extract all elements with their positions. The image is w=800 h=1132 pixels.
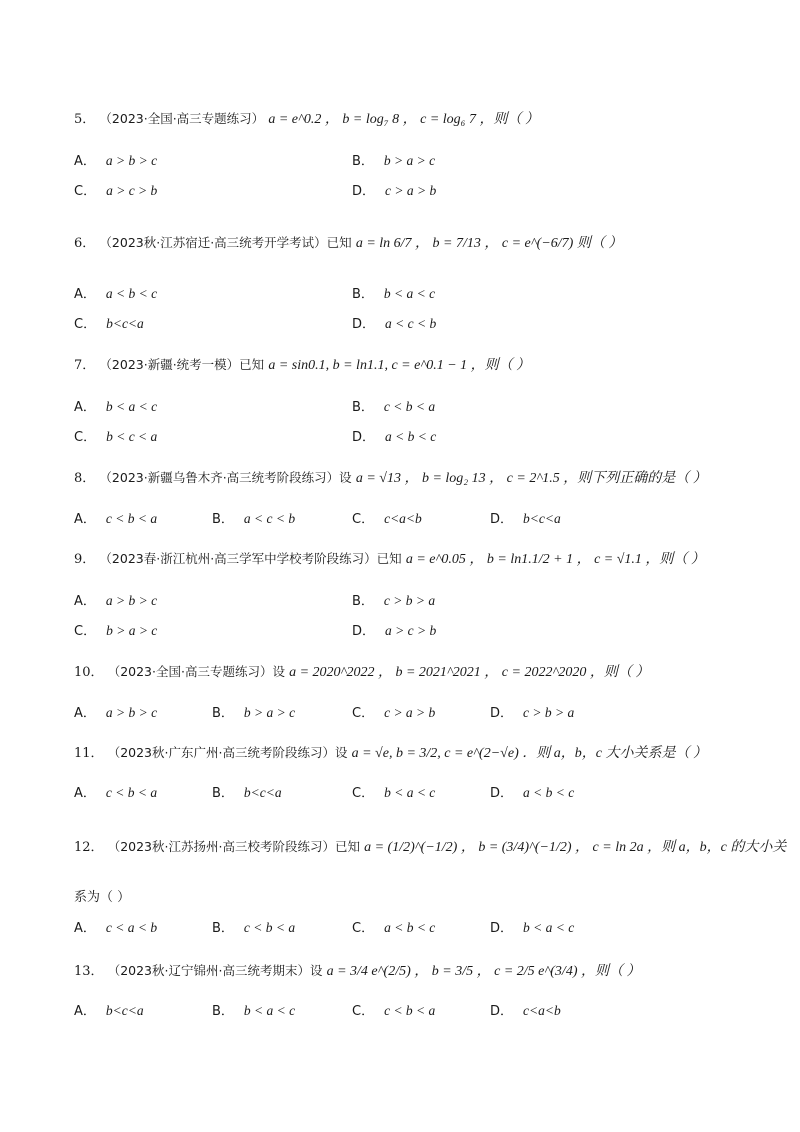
question-stem: a = 3/4 e^(2/5) ， b = 3/5 ， c = 2/5 e^(3/4) ，则（ ） xyxy=(326,964,641,979)
question-number: 10． xyxy=(74,665,104,680)
option-letter: C． xyxy=(74,624,97,639)
question-stem: a = sin0.1, b = ln1.1, c = e^0.1 − 1 ，则（ ） xyxy=(268,358,531,373)
option-letter: A． xyxy=(74,786,96,801)
option-d[interactable] xyxy=(352,313,436,332)
question-stem: a = √e, b = 3/2, c = e^(2−√e) ．则 a，b，c 大小关系是（ ） xyxy=(351,746,707,761)
question-8 xyxy=(74,467,707,487)
option-letter: B． xyxy=(352,154,374,169)
option-expr: b < a < c xyxy=(383,286,436,301)
question-13 xyxy=(74,960,641,980)
option-expr: b<c<a xyxy=(105,1003,144,1018)
option-expr: a > c > b xyxy=(385,623,437,638)
question-stem: a = √13 ， b = log₂ 13 ， c = 2^1.5 ，则下列正确的是（ ） xyxy=(355,471,707,486)
option-b[interactable] xyxy=(212,508,295,527)
question-source: （2023秋·辽宁锦州·高三统考期末）设 xyxy=(107,963,323,978)
option-a[interactable] xyxy=(74,396,157,415)
question-9 xyxy=(74,548,705,568)
option-b[interactable] xyxy=(212,917,295,936)
option-b[interactable] xyxy=(352,283,435,302)
option-letter: C． xyxy=(352,921,375,936)
option-c[interactable] xyxy=(74,620,157,639)
option-expr: c < b < a xyxy=(105,511,158,526)
option-expr: c < a < b xyxy=(105,920,158,935)
question-source: （2023春·浙江杭州·高三学军中学校考阶段练习）已知 xyxy=(99,551,402,566)
option-c[interactable] xyxy=(352,702,435,721)
option-expr: b<c<a xyxy=(523,511,561,526)
question-stem: a = (1/2)^(−1/2) ， b = (3/4)^(−1/2) ， c = ln 2a ，则 a，b，c 的大小关 xyxy=(364,840,787,855)
option-a[interactable] xyxy=(74,508,157,527)
option-a[interactable] xyxy=(74,150,157,169)
option-letter: A． xyxy=(74,1004,96,1019)
option-expr: c < b < a xyxy=(383,399,436,414)
option-letter: D． xyxy=(352,430,376,445)
question-number: 13． xyxy=(74,964,104,979)
option-expr: b<c<a xyxy=(106,316,144,331)
option-letter: D． xyxy=(352,317,376,332)
option-expr: c < b < a xyxy=(243,920,296,935)
option-letter: A． xyxy=(74,512,96,527)
option-letter: A． xyxy=(74,400,96,415)
option-b[interactable] xyxy=(212,782,282,801)
question-6 xyxy=(74,232,622,252)
option-expr: a < b < c xyxy=(384,920,436,935)
option-expr: b < a < c xyxy=(523,920,575,935)
option-letter: D． xyxy=(490,706,514,721)
option-expr: a > c > b xyxy=(106,183,158,198)
option-d[interactable] xyxy=(490,1000,561,1019)
option-letter: D． xyxy=(352,624,376,639)
option-letter: C． xyxy=(74,184,97,199)
option-c[interactable] xyxy=(352,917,435,936)
option-expr: c < b < a xyxy=(384,1003,436,1018)
option-expr: b > a > c xyxy=(106,623,158,638)
option-c[interactable] xyxy=(352,782,435,801)
option-b[interactable] xyxy=(212,702,295,721)
question-12-continued xyxy=(74,886,130,905)
option-letter: D． xyxy=(490,1004,514,1019)
option-expr: c < b < a xyxy=(105,785,158,800)
question-number: 11． xyxy=(74,746,104,761)
option-expr: a > b > c xyxy=(105,705,158,720)
question-stem: a = e^0.05 ， b = ln1.1/2 + 1 ， c = √1.1 ，则（ ） xyxy=(405,552,705,567)
question-10 xyxy=(74,661,649,681)
option-letter: A． xyxy=(74,706,96,721)
question-source: （2023·全国·高三专题练习）设 xyxy=(107,664,285,679)
option-b[interactable] xyxy=(352,590,435,609)
option-letter: C． xyxy=(352,1004,375,1019)
option-d[interactable] xyxy=(352,180,436,199)
question-number: 5． xyxy=(74,112,96,127)
option-expr: b > a > c xyxy=(383,153,436,168)
option-letter: C． xyxy=(74,317,97,332)
option-letter: B． xyxy=(212,706,234,721)
option-letter: B． xyxy=(352,400,374,415)
question-source: （2023·全国·高三专题练习） xyxy=(99,111,265,126)
option-d[interactable] xyxy=(490,702,574,721)
option-a[interactable] xyxy=(74,782,157,801)
option-d[interactable] xyxy=(490,917,574,936)
option-a[interactable] xyxy=(74,702,157,721)
option-expr: c > b > a xyxy=(383,593,436,608)
option-a[interactable] xyxy=(74,1000,144,1019)
option-d[interactable] xyxy=(352,620,436,639)
question-number: 9． xyxy=(74,552,96,567)
question-stem: a = e^0.2 ， b = log₇ 8 ， c = log₆ 7 ，则（ ） xyxy=(268,112,540,127)
option-a[interactable] xyxy=(74,590,157,609)
option-expr: a > b > c xyxy=(105,593,158,608)
option-letter: B． xyxy=(212,921,234,936)
question-number: 6． xyxy=(74,236,96,251)
option-letter: D． xyxy=(352,184,376,199)
option-letter: B． xyxy=(212,1004,234,1019)
option-expr: b < c < a xyxy=(106,429,158,444)
option-expr: c<a<b xyxy=(384,511,422,526)
option-c[interactable] xyxy=(352,1000,435,1019)
option-letter: C． xyxy=(352,706,375,721)
option-expr: a < b < c xyxy=(385,429,437,444)
option-a[interactable] xyxy=(74,917,157,936)
question-source: （2023秋·江苏宿迁·高三统考开学考试）已知 xyxy=(99,235,352,250)
option-d[interactable] xyxy=(352,426,436,445)
question-source: （2023·新疆乌鲁木齐·高三统考阶段练习）设 xyxy=(99,470,352,485)
option-expr: a < b < c xyxy=(523,785,575,800)
option-letter: C． xyxy=(74,430,97,445)
option-expr: c<a<b xyxy=(523,1003,561,1018)
question-stem: a = 2020^2022 ， b = 2021^2021 ， c = 2022^2020 ，则（ ） xyxy=(289,665,650,680)
option-c[interactable] xyxy=(352,508,422,527)
question-number: 7． xyxy=(74,358,96,373)
option-letter: A． xyxy=(74,594,96,609)
option-expr: c > b > a xyxy=(523,705,575,720)
option-d[interactable] xyxy=(490,782,574,801)
option-c[interactable] xyxy=(74,180,157,199)
option-d[interactable] xyxy=(490,508,561,527)
option-letter: A． xyxy=(74,287,96,302)
option-letter: B． xyxy=(352,287,374,302)
option-b[interactable] xyxy=(212,1000,295,1019)
question-number: 8． xyxy=(74,471,96,486)
option-expr: a < c < b xyxy=(385,316,437,331)
question-source: （2023·新疆·统考一模）已知 xyxy=(99,357,265,372)
option-expr: c > a > b xyxy=(384,705,436,720)
option-expr: b > a > c xyxy=(243,705,296,720)
option-c[interactable] xyxy=(74,313,144,332)
option-letter: D． xyxy=(490,786,514,801)
option-expr: c > a > b xyxy=(385,183,437,198)
option-letter: C． xyxy=(352,786,375,801)
option-letter: B． xyxy=(212,512,234,527)
option-expr: a > b > c xyxy=(105,153,158,168)
question-5 xyxy=(74,108,539,128)
option-expr: a < c < b xyxy=(243,511,296,526)
option-letter: B． xyxy=(212,786,234,801)
question-stem: a = ln 6/7 ， b = 7/13 ， c = e^(−6/7) 则（ ） xyxy=(355,236,623,251)
option-a[interactable] xyxy=(74,283,157,302)
option-letter: B． xyxy=(352,594,374,609)
option-letter: D． xyxy=(490,512,514,527)
option-expr: b < a < c xyxy=(384,785,436,800)
option-c[interactable] xyxy=(74,426,157,445)
option-letter: A． xyxy=(74,154,96,169)
option-letter: A． xyxy=(74,921,96,936)
option-letter: C． xyxy=(352,512,375,527)
option-b[interactable] xyxy=(352,396,435,415)
option-letter: D． xyxy=(490,921,514,936)
question-11 xyxy=(74,742,707,762)
question-number: 12． xyxy=(74,840,104,855)
question-7 xyxy=(74,354,530,374)
option-b[interactable] xyxy=(352,150,435,169)
option-expr: a < b < c xyxy=(105,286,158,301)
option-expr: b<c<a xyxy=(243,785,282,800)
question-source: （2023秋·江苏扬州·高三校考阶段练习）已知 xyxy=(107,839,360,854)
option-expr: b < a < c xyxy=(243,1003,296,1018)
question-source: （2023秋·广东广州·高三统考阶段练习）设 xyxy=(107,745,348,760)
question-12 xyxy=(74,836,786,856)
option-expr: b < a < c xyxy=(105,399,158,414)
question-stem-cont: 系为（ ） xyxy=(74,890,131,905)
